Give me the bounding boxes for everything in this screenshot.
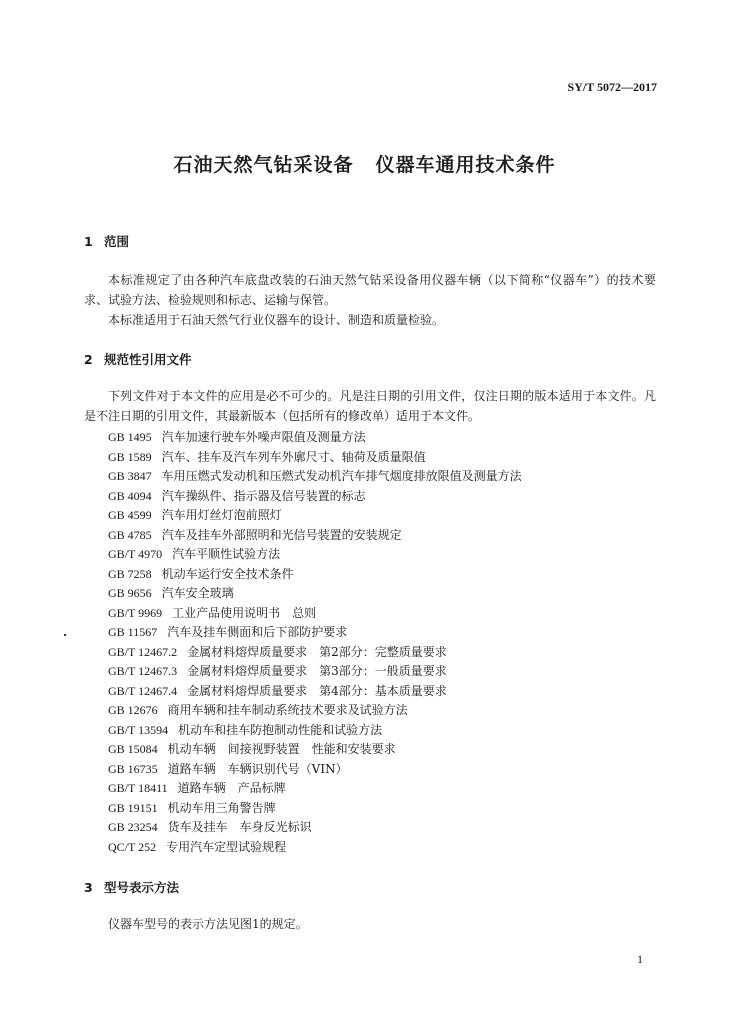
section-2-paragraph-1: 下列文件对于本文件的应用是必不可少的。凡是注日期的引用文件，仅注日期的版本适用于本文件。凡是不注日期的引用文件，其最新版本（包括所有的修改单）适用于本文件。 <box>84 389 656 423</box>
section-1-heading <box>84 232 129 250</box>
section-number: 3 <box>84 880 93 895</box>
reference-title: 汽车及挂车侧面和后下部防护要求 <box>167 625 348 639</box>
reference-item <box>108 584 522 604</box>
reference-code: GB 9656 <box>108 586 152 600</box>
reference-code: GB 19151 <box>108 800 158 815</box>
reference-code: GB 4785 <box>108 527 152 542</box>
reference-item <box>108 838 522 858</box>
section-1-paragraph-1: 本标准规定了由各种汽车底盘改装的石油天然气钻采设备用仪器车辆（以下简称“仪器车”）的技术要求、试验方法、检验规则和标志、运输与保管。 <box>84 273 656 307</box>
reference-item <box>108 545 522 565</box>
reference-item <box>108 662 522 682</box>
section-3-paragraph-1: 仪器车型号的表示方法见图1的规定。 <box>108 917 308 931</box>
reference-title: 货车及挂车 车身反光标识 <box>167 820 312 834</box>
reference-code: GB 11567 <box>108 625 158 639</box>
reference-item <box>108 643 522 663</box>
reference-title: 汽车、挂车及汽车列车外廓尺寸、轴荷及质量限值 <box>161 449 426 464</box>
reference-code: GB/T 9969 <box>108 605 163 620</box>
reference-title: 车用压燃式发动机和压燃式发动机汽车排气烟度排放限值及测量方法 <box>161 469 522 483</box>
reference-item <box>108 448 522 468</box>
reference-title: 汽车及挂车外部照明和光信号装置的安装规定 <box>161 527 402 542</box>
reference-item <box>108 506 522 526</box>
reference-title: 汽车操纵件、指示器及信号装置的标志 <box>161 488 366 503</box>
reference-title: 机动车运行安全技术条件 <box>161 566 294 581</box>
reference-code: GB 3847 <box>108 469 152 483</box>
reference-item <box>108 604 522 624</box>
reference-title: 汽车用灯丝灯泡前照灯 <box>161 508 282 522</box>
reference-item <box>108 799 522 819</box>
reference-item <box>108 623 522 643</box>
reference-code: GB 16735 <box>108 761 158 776</box>
reference-code: GB 1589 <box>108 449 152 464</box>
reference-title: 汽车加速行驶车外噪声限值及测量方法 <box>161 430 366 444</box>
title-part-1: 石油天然气钻采设备 <box>173 154 354 176</box>
section-number: 2 <box>84 352 93 367</box>
reference-title: 机动车辆 间接视野装置 性能和安装要求 <box>167 742 396 756</box>
reference-code: GB/T 12467.3 <box>108 664 178 678</box>
reference-item <box>108 682 522 702</box>
reference-title: 汽车安全玻璃 <box>161 586 234 600</box>
normative-references-list <box>108 428 522 857</box>
document-title <box>0 150 729 177</box>
section-3-heading <box>84 878 179 896</box>
reference-item <box>108 740 522 760</box>
reference-code: GB 7258 <box>108 566 152 581</box>
section-title: 型号表示方法 <box>104 880 180 895</box>
reference-code: GB 23254 <box>108 820 158 834</box>
reference-code: GB 1495 <box>108 430 152 444</box>
section-2-heading <box>84 350 192 368</box>
section-1-paragraph-2: 本标准适用于石油天然气行业仪器车的设计、制造和质量检验。 <box>108 313 445 327</box>
reference-item <box>108 428 522 448</box>
reference-item <box>108 565 522 585</box>
reference-title: 机动车用三角警告牌 <box>167 800 276 815</box>
reference-title: 机动车和挂车防抱制动性能和试验方法 <box>178 722 383 737</box>
title-part-2: 仪器车通用技术条件 <box>375 154 556 176</box>
reference-item <box>108 526 522 546</box>
reference-code: GB 4599 <box>108 508 152 522</box>
reference-code: GB/T 13594 <box>108 722 169 737</box>
reference-code: GB/T 12467.2 <box>108 644 178 659</box>
reference-code: GB 15084 <box>108 742 158 756</box>
reference-item <box>108 467 522 487</box>
reference-title: 金属材料熔焊质量要求 第4部分：基本质量要求 <box>187 683 447 698</box>
reference-item <box>108 760 522 780</box>
reference-item <box>108 721 522 741</box>
reference-title: 金属材料熔焊质量要求 第3部分：一般质量要求 <box>187 664 447 678</box>
section-title: 范围 <box>104 234 130 249</box>
reference-title: 专用汽车定型试验规程 <box>166 839 287 854</box>
reference-title: 工业产品使用说明书 总则 <box>172 605 317 620</box>
section-number: 1 <box>84 234 93 249</box>
reference-code: GB 4094 <box>108 488 152 503</box>
reference-title: 道路车辆 车辆识别代号（VIN） <box>167 761 348 776</box>
reference-code: GB/T 18411 <box>108 781 168 795</box>
reference-item <box>108 487 522 507</box>
reference-item <box>108 779 522 799</box>
reference-code: GB/T 4970 <box>108 547 163 561</box>
reference-item <box>108 818 522 838</box>
reference-title: 道路车辆 产品标牌 <box>177 781 286 795</box>
reference-title: 汽车平顺性试验方法 <box>172 547 281 561</box>
reference-title: 商用车辆和挂车制动系统技术要求及试验方法 <box>167 703 408 717</box>
page-number: 1 <box>637 952 643 966</box>
reference-item <box>108 701 522 721</box>
reference-code: GB/T 12467.4 <box>108 683 178 698</box>
standard-code: SY/T 5072—2017 <box>567 80 657 94</box>
reference-code: QC/T 252 <box>108 839 157 854</box>
reference-title: 金属材料熔焊质量要求 第2部分：完整质量要求 <box>187 644 447 659</box>
reference-code: GB 12676 <box>108 703 158 717</box>
scan-speck <box>64 634 66 636</box>
section-title: 规范性引用文件 <box>104 352 192 367</box>
